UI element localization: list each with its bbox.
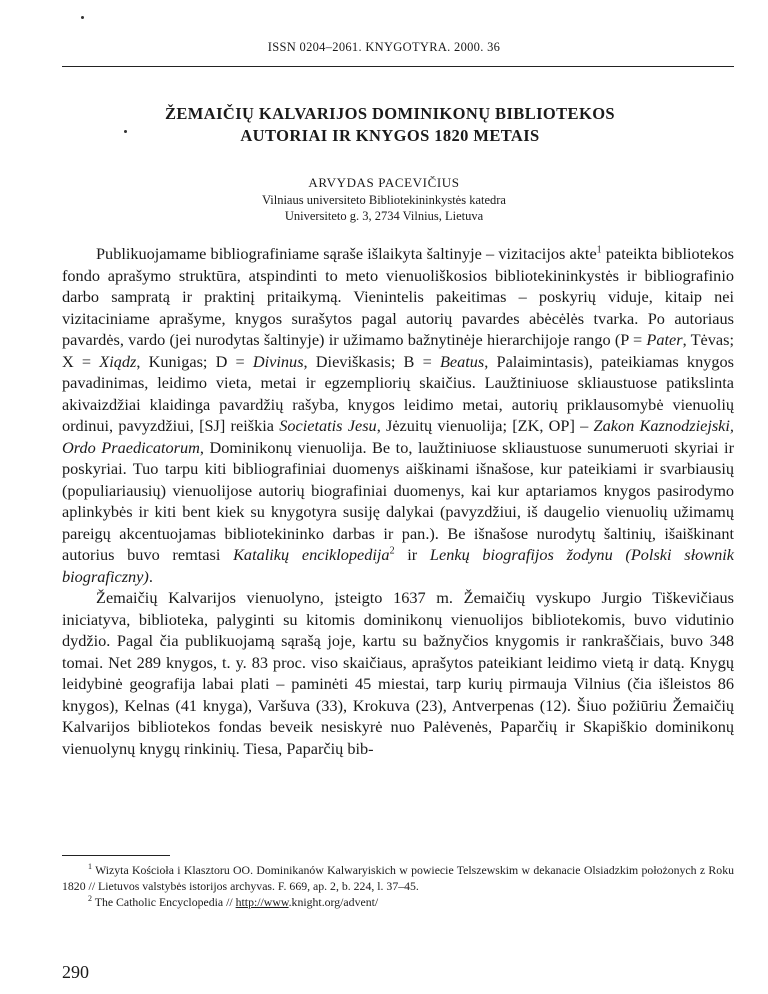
text-run: pateikta bibliotekos fondo aprašymo struktūra, atspindinti to meto vienuoliškosios bibliotekininkystės ir bibliografinio darbo sampratą ir praktinį pritaikymą. Vienintelis pakeitimas – poskyrių viduje, kitaip nei vizitaciniame aprašyme, knygos surašytos pagal autorių pavardes abėcėlės tvarka. Po autoriaus pavardės, vardo (jei nurodytas šaltinyje) ir užimamo bažnytinėje hierarchijoje rango (P = [62,244,735,349]
italic-term: Xiądz [99,351,137,371]
footnote-ref-2[interactable]: 2 [389,545,395,557]
article-title [60,103,720,147]
text-run: , Jėzuitų vienuolija; [ZK, OP] – [376,416,594,435]
footnote-1 [62,862,734,894]
footnote-mark-1: 1 [88,862,92,872]
footnote-ref-1[interactable]: 1 [596,244,602,256]
italic-term: Beatus [439,351,485,371]
article-title-line1: ŽEMAIČIŲ KALVARIJOS DOMINIKONŲ BIBLIOTEKOS [164,104,616,123]
header-rule [62,66,734,67]
footnotes [62,862,734,910]
italic-term: Divinus [252,351,304,371]
text-run: , Dominikonų vienuolija. Be to, laužtiniuose skliaustuose sunumeruoti skyriai ir poskyriai. Tuo tarpu kiti bibliografiniai duomenys aiškinami išnašose, kur pateikiami ir svarbiausių (populiariausių) vienuolijose autorių biografiniai duomenys, kai kur aptariamos knygos pasirodymo aplinkybės ir kiti bent kiek su knygotyra susiję dalykai (pavyzdžiui, iš daugelio vienuolių užimamų pareigų akcentuojamas bibliotekininko darbas ir pan.). Be išnašose nurodytų šaltinių, išaiškinant autorius buvo remtasi [62,437,735,564]
footnote-1-text: Wizyta Kościoła i Klasztoru OO. Dominikanów Kalwaryiskich w powiecie Telszewskim w dekanacie Olsiadzkim położonych z Roku 1820 // Lietuvos valstybės istorijos archyvas. F. 669, ap. 2, b. 224, l. 37–45. [62,863,734,893]
footnote-2-link[interactable]: http://www [235,895,289,909]
author-affiliation [0,192,768,224]
paragraph-1 [62,243,734,587]
text-run: , Palaimintasis), pateikiamas knygos pavadinimas, leidimo vieta, metai ir egzempliorių skaičius. Laužtiniuose skliaustuose patikslinta akivaizdžiai klaidinga pavardžių rašyba, knygos leidimo metai, autorių priklausomybė vienuolių ordinui, pavyzdžiui, [SJ] reiškia [62,351,734,435]
footnote-mark-2: 2 [88,894,92,904]
text-run: . [148,566,153,586]
italic-term: Zakon Kaznodziejski, Ordo Praedicatorum [62,416,734,457]
text-run: , Kunigas; D = [136,351,253,371]
affiliation-line1: Vilniaus universiteto Bibliotekininkystės katedra [261,193,506,207]
footnote-rule [62,855,170,856]
text-run: Publikuojamame bibliografiniame sąraše išlaikyta šaltinyje – vizitacijos akte [96,244,597,263]
author-name: ARVYDAS PACEVIČIUS [308,175,460,190]
italic-term: Pater [646,330,683,349]
text-run: , Dieviškasis; B = [303,351,440,371]
page-number: 290 [62,962,89,982]
affiliation-line2: Universiteto g. 3, 2734 Vilnius, Lietuva [284,209,484,223]
footnote-2-text-rest: .knight.org/advent/ [288,895,379,909]
text-run: , Tėvas; X = [62,330,734,371]
running-header: ISSN 0204–2061. KNYGOTYRA. 2000. 36 [267,40,501,54]
scan-speck [81,16,84,19]
text-run: ir [394,545,430,564]
italic-term: Katalikų enciklopedija [233,545,390,564]
italic-term: Lenkų biografijos žodynu (Polski słownik biograficzny) [62,545,734,586]
italic-term: Societatis Jesu [279,416,377,435]
footnote-2-text: The Catholic Encyclopedia // [92,895,236,909]
footnote-2 [62,894,734,910]
article-body [62,243,734,759]
paragraph-2: Žemaičių Kalvarijos vienuolyno, įsteigto 1637 m. Žemaičių vyskupo Jurgio Tiškevičiaus iniciatyva, biblioteka, palyginti su kitomis dominikonų vienuolijos bibliotekomis, buvo vidutinio dydžio. Pagal čia publikuojamą sąrašą joje, kartu su bažnyčios knygomis ir rankraščiais, buvo 348 tomai. Net 289 knygos, t. y. 83 proc. viso skaičiaus, aprašytos pateikiant leidimo vietą ir datą. Knygų leidybinė geografija labai plati – paminėti 45 miestai, tarp kurių pirmauja Vilnius (čia išleistos 86 knygos), Kelnas (41 knyga), Varšuva (33), Krokuva (23), Antverpenas (12). Šiuo požiūriu Žemaičių Kalvarijos bibliotekos fondas beveik nesiskyrė nuo Palėvenės, Paparčių ir Skapiškio dominikonų vienuolynų knygų rinkinių. Tiesa, Paparčių bib- [62,588,734,758]
article-title-line2: AUTORIAI IR KNYGOS 1820 METAIS [240,126,540,145]
